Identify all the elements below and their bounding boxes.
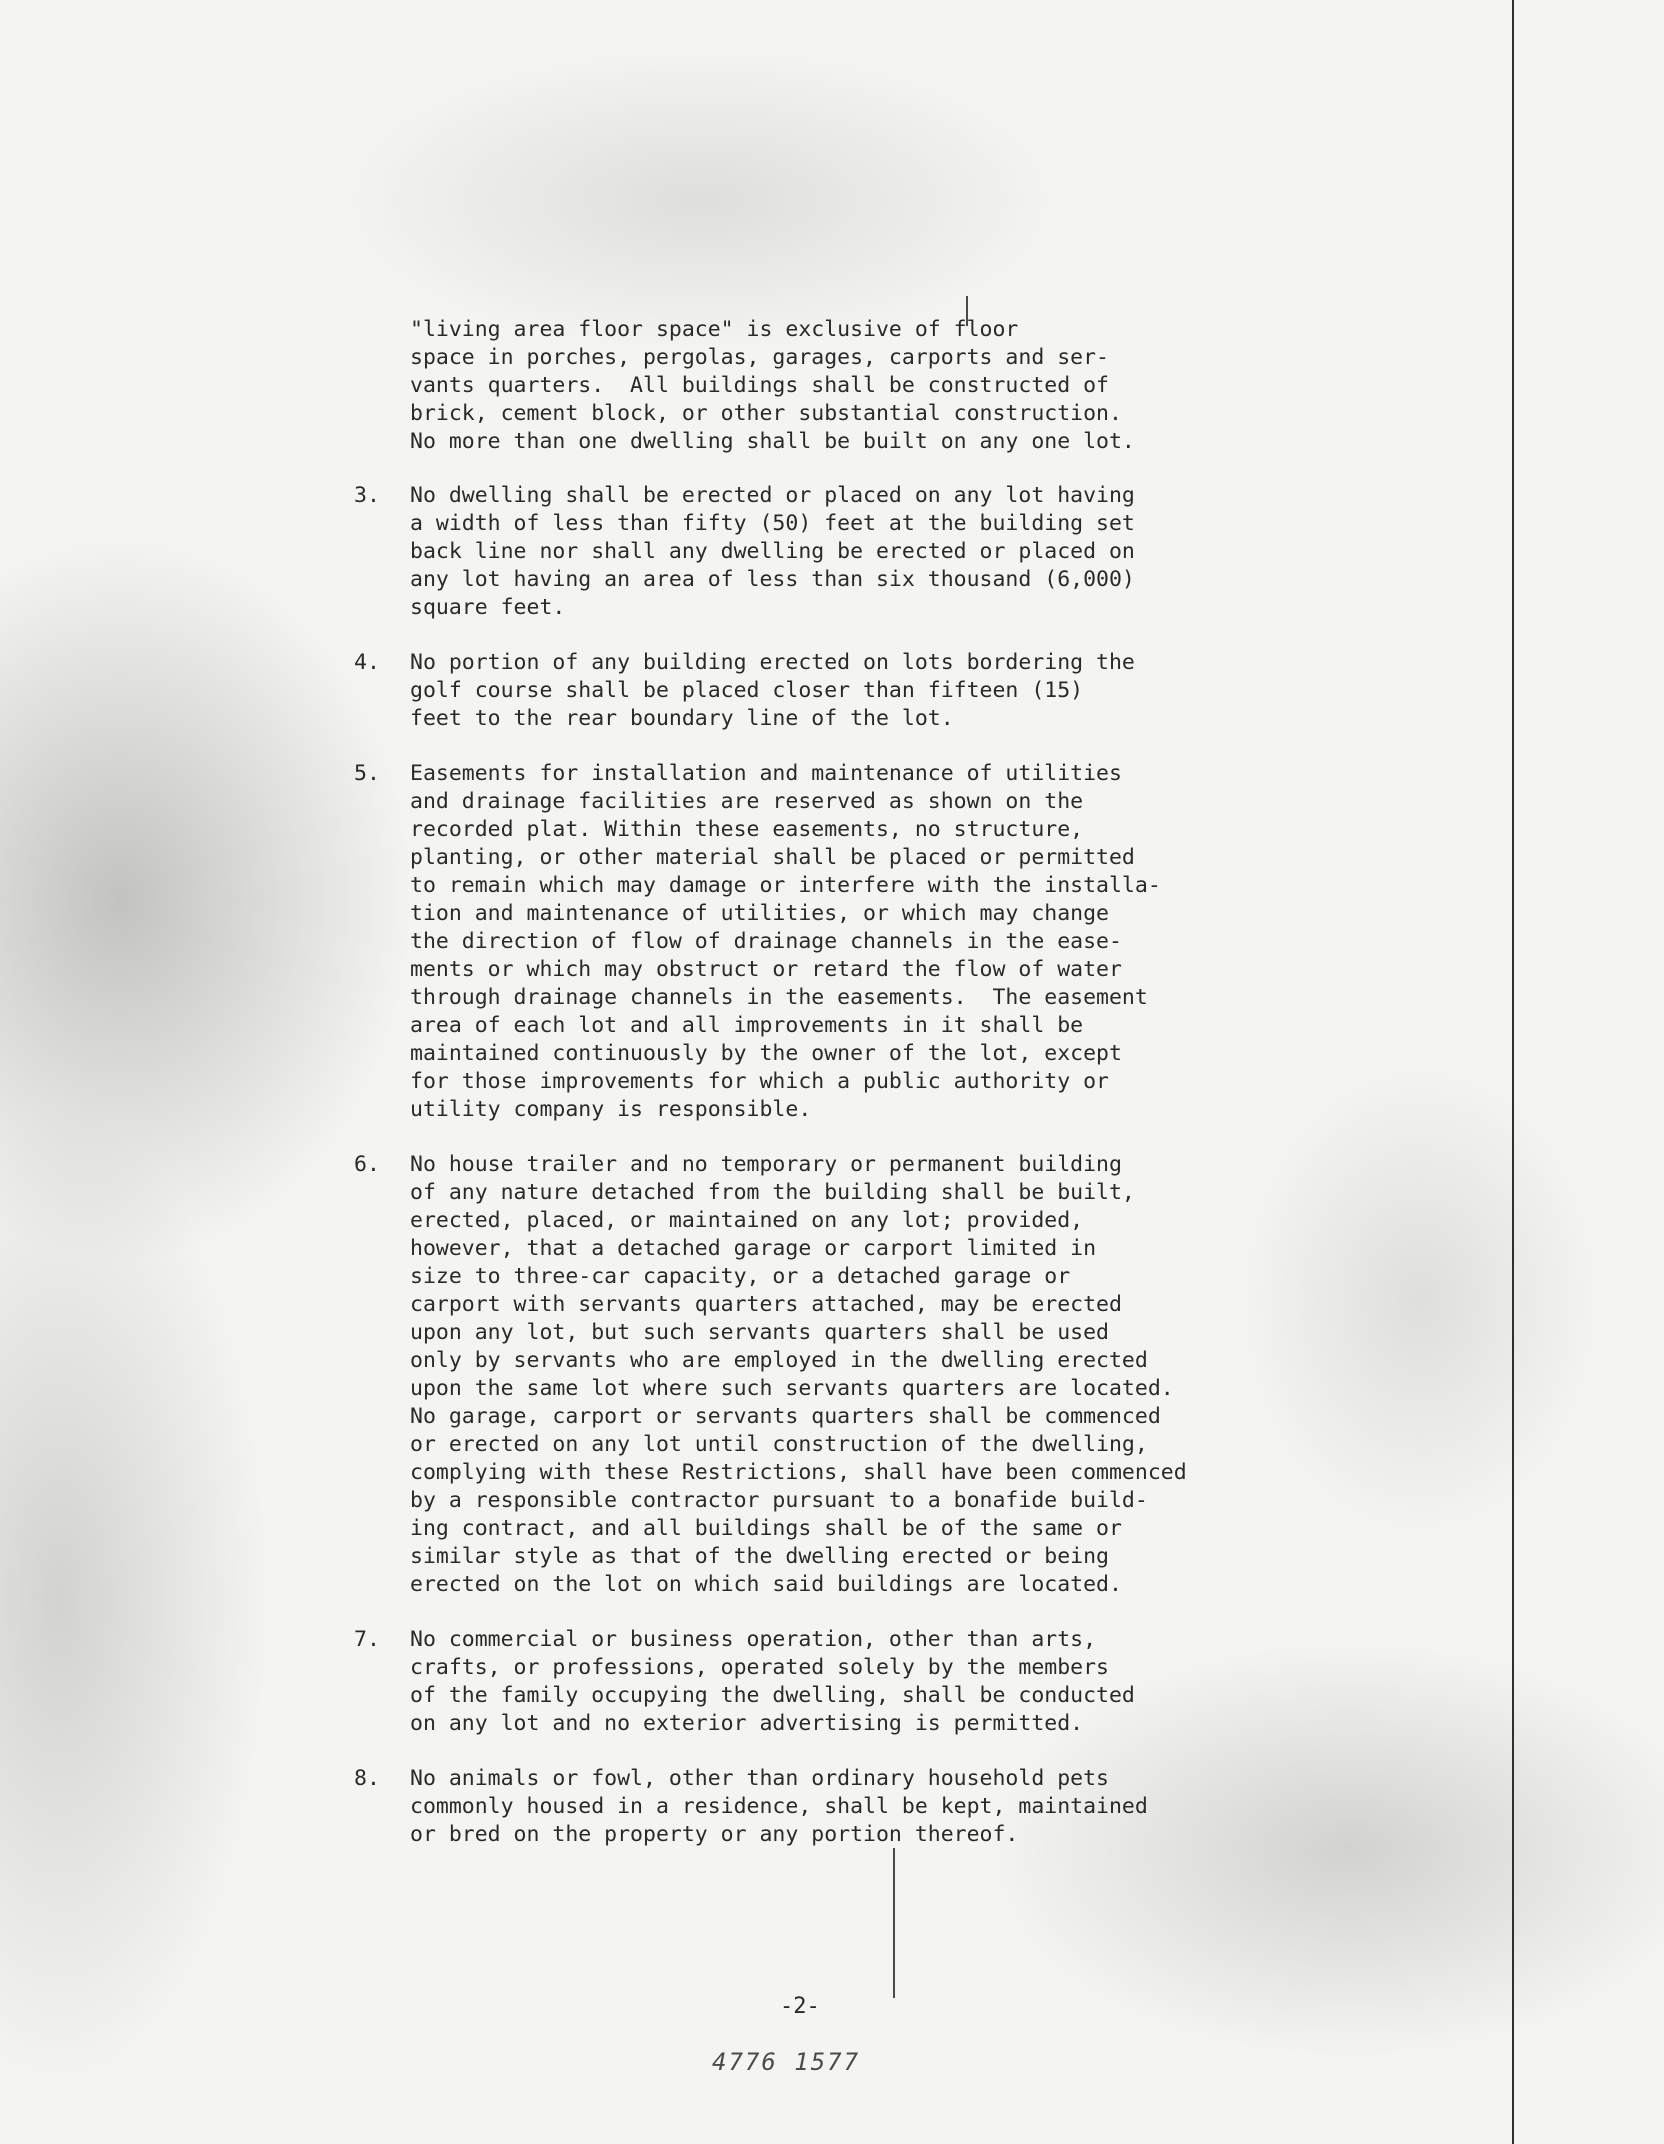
text-line: any lot having an area of less than six thousand (6,000) <box>410 567 1135 592</box>
text-line: No portion of any building erected on lots bordering the <box>410 650 1135 675</box>
restriction-item-8 <box>354 1765 1310 1849</box>
restriction-item-6 <box>354 1151 1310 1599</box>
text-line: similar style as that of the dwelling erected or being <box>410 1544 1109 1569</box>
text-line: No garage, carport or servants quarters shall be commenced <box>410 1404 1161 1429</box>
text-line: No more than one dwelling shall be built on any one lot. <box>410 429 1135 454</box>
text-line: No commercial or business operation, other than arts, <box>410 1627 1097 1652</box>
text-line: carport with servants quarters attached, may be erected <box>410 1292 1122 1317</box>
text-line: Easements for installation and maintenance of utilities <box>410 761 1122 786</box>
text-line: however, that a detached garage or carport limited in <box>410 1236 1097 1261</box>
item-number: 8. <box>354 1766 380 1791</box>
intro-paragraph <box>410 316 1310 456</box>
text-line: space in porches, pergolas, garages, carports and ser- <box>410 345 1109 370</box>
text-line: size to three-car capacity, or a detached garage or <box>410 1264 1071 1289</box>
restrictions-text <box>354 316 1310 1876</box>
restriction-item-7 <box>354 1626 1310 1738</box>
text-line: No animals or fowl, other than ordinary household pets <box>410 1766 1109 1791</box>
text-line: the direction of flow of drainage channels in the ease- <box>410 929 1122 954</box>
item-number: 6. <box>354 1152 380 1177</box>
restriction-item-3 <box>354 482 1310 622</box>
text-line: vants quarters. All buildings shall be constructed of <box>410 373 1109 398</box>
text-line: No dwelling shall be erected or placed on any lot having <box>410 483 1135 508</box>
text-line: of the family occupying the dwelling, shall be conducted <box>410 1683 1135 1708</box>
text-line: a width of less than fifty (50) feet at the building set <box>410 511 1135 536</box>
text-line: on any lot and no exterior advertising is permitted. <box>410 1711 1084 1736</box>
restriction-item-5 <box>354 760 1310 1124</box>
text-line: golf course shall be placed closer than fifteen (15) <box>410 678 1084 703</box>
text-line: planting, or other material shall be placed or permitted <box>410 845 1135 870</box>
text-line: to remain which may damage or interfere with the installa- <box>410 873 1161 898</box>
text-line: recorded plat. Within these easements, no structure, <box>410 817 1084 842</box>
text-line: commonly housed in a residence, shall be kept, maintained <box>410 1794 1148 1819</box>
text-line: ing contract, and all buildings shall be of the same or <box>410 1516 1122 1541</box>
text-line: "living area floor space" is exclusive of floor <box>410 317 1019 342</box>
text-line: feet to the rear boundary line of the lot. <box>410 706 954 731</box>
text-line: brick, cement block, or other substantial construction. <box>410 401 1122 426</box>
text-line: or bred on the property or any portion thereof. <box>410 1822 1019 1847</box>
text-line: upon any lot, but such servants quarters shall be used <box>410 1320 1109 1345</box>
item-number: 7. <box>354 1627 380 1652</box>
text-line: for those improvements for which a public authority or <box>410 1069 1109 1094</box>
text-line: square feet. <box>410 595 566 620</box>
text-line: through drainage channels in the easements. The easement <box>410 985 1148 1010</box>
text-line: upon the same lot where such servants quarters are located. <box>410 1376 1174 1401</box>
text-line: erected on the lot on which said buildings are located. <box>410 1572 1122 1597</box>
page-number: -2- <box>780 1994 820 2019</box>
text-line: by a responsible contractor pursuant to a bonafide build- <box>410 1488 1148 1513</box>
text-line: or erected on any lot until construction of the dwelling, <box>410 1432 1148 1457</box>
text-line: complying with these Restrictions, shall have been commenced <box>410 1460 1187 1485</box>
text-line: only by servants who are employed in the dwelling erected <box>410 1348 1148 1373</box>
item-number: 3. <box>354 483 380 508</box>
text-line: area of each lot and all improvements in it shall be <box>410 1013 1084 1038</box>
text-line: tion and maintenance of utilities, or which may change <box>410 901 1109 926</box>
text-line: erected, placed, or maintained on any lot; provided, <box>410 1208 1084 1233</box>
text-line: maintained continuously by the owner of the lot, except <box>410 1041 1122 1066</box>
text-line: utility company is responsible. <box>410 1097 812 1122</box>
item-number: 5. <box>354 761 380 786</box>
text-line: ments or which may obstruct or retard the flow of water <box>410 957 1122 982</box>
record-stamp: 4776 1577 <box>712 2048 861 2076</box>
text-line: of any nature detached from the building shall be built, <box>410 1180 1135 1205</box>
restriction-item-4 <box>354 649 1310 733</box>
page-edge-line <box>1512 0 1514 2144</box>
item-number: 4. <box>354 650 380 675</box>
text-line: and drainage facilities are reserved as shown on the <box>410 789 1084 814</box>
text-line: No house trailer and no temporary or permanent building <box>410 1152 1122 1177</box>
text-line: back line nor shall any dwelling be erected or placed on <box>410 539 1135 564</box>
text-line: crafts, or professions, operated solely by the members <box>410 1655 1109 1680</box>
